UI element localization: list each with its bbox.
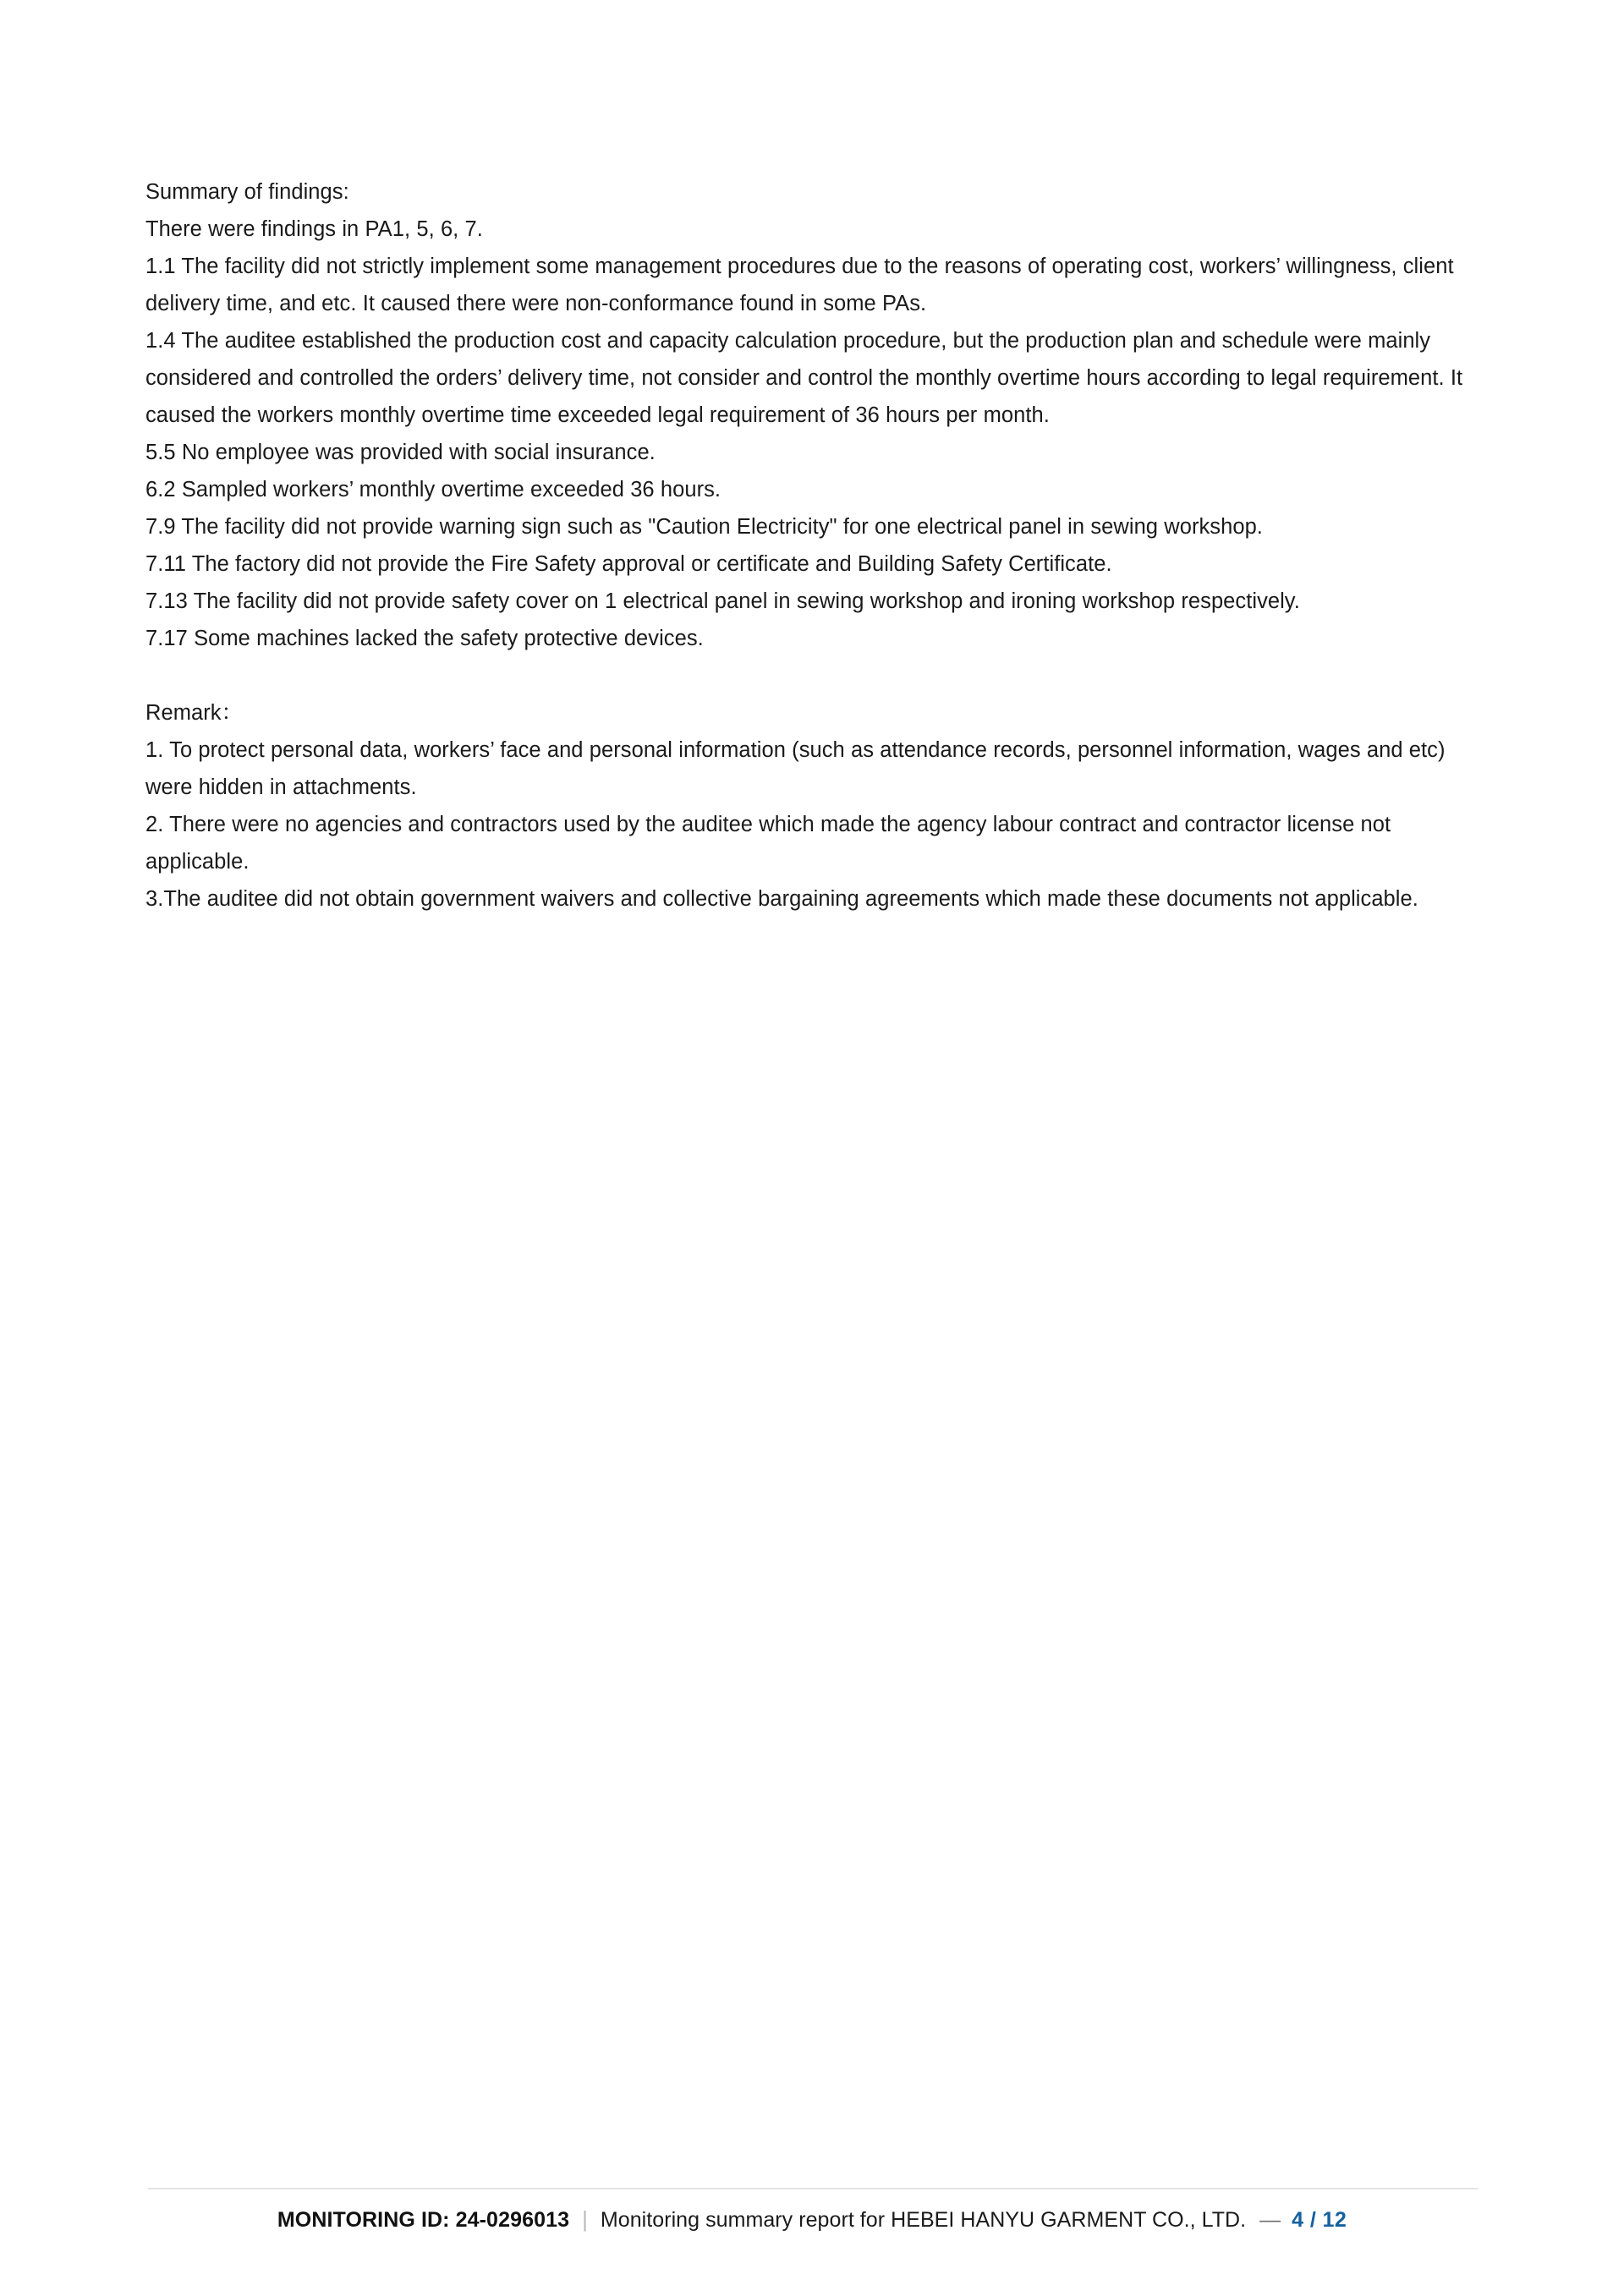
remark-item: 3.The auditee did not obtain government waivers and collective bargaining agreements which made these documents not applicable. bbox=[145, 887, 1418, 911]
finding-item: 7.17 Some machines lacked the safety protective devices. bbox=[145, 627, 704, 650]
summary-heading: Summary of findings: bbox=[145, 180, 349, 204]
section-spacer bbox=[145, 657, 1470, 694]
footer-report-title: Monitoring summary report for HEBEI HANYU GARMENT CO., LTD. bbox=[600, 2208, 1247, 2232]
findings-intro: There were findings in PA1, 5, 6, 7. bbox=[145, 217, 483, 241]
page-number: 4 / 12 bbox=[1292, 2208, 1347, 2232]
monitoring-id: MONITORING ID: 24-0296013 bbox=[277, 2208, 570, 2232]
finding-item: 7.13 The facility did not provide safety cover on 1 electrical panel in sewing workshop and ironing workshop respectively. bbox=[145, 589, 1300, 613]
footer-separator-icon: | bbox=[582, 2206, 588, 2232]
remark-heading: Remark： bbox=[145, 701, 244, 725]
finding-item: 7.9 The facility did not provide warning sign such as "Caution Electricity" for one electrical panel in sewing workshop. bbox=[145, 515, 1263, 539]
finding-item: 1.1 The facility did not strictly implement some management procedures due to the reasons of operating cost, workers’ willingness, client delivery time, and etc. It caused there were non-conformance found in some PAs. bbox=[145, 255, 1454, 315]
remark-item: 2. There were no agencies and contractors used by the auditee which made the agency labour contract and contractor license not applicable. bbox=[145, 813, 1391, 874]
remark-item: 1. To protect personal data, workers’ face and personal information (such as attendance records, personnel information, wages and etc) were hidden in attachments. bbox=[145, 738, 1446, 799]
footer-content bbox=[0, 2206, 1624, 2233]
footer-divider bbox=[148, 2188, 1478, 2189]
finding-item: 6.2 Sampled workers’ monthly overtime exceeded 36 hours. bbox=[145, 478, 721, 501]
finding-item: 7.11 The factory did not provide the Fire Safety approval or certificate and Building Safety Certificate. bbox=[145, 552, 1112, 576]
footer-dash-icon: — bbox=[1259, 2208, 1281, 2232]
finding-item: 5.5 No employee was provided with social insurance. bbox=[145, 441, 656, 464]
page-footer bbox=[0, 2188, 1624, 2272]
finding-item: 1.4 The auditee established the production cost and capacity calculation procedure, but the production plan and schedule were mainly considered and controlled the orders’ delivery time, not consider and control the monthly overtime hours according to legal requirement. It caused the workers monthly overtime time exceeded legal requirement of 36 hours per month. bbox=[145, 329, 1463, 427]
page-content bbox=[145, 173, 1470, 918]
